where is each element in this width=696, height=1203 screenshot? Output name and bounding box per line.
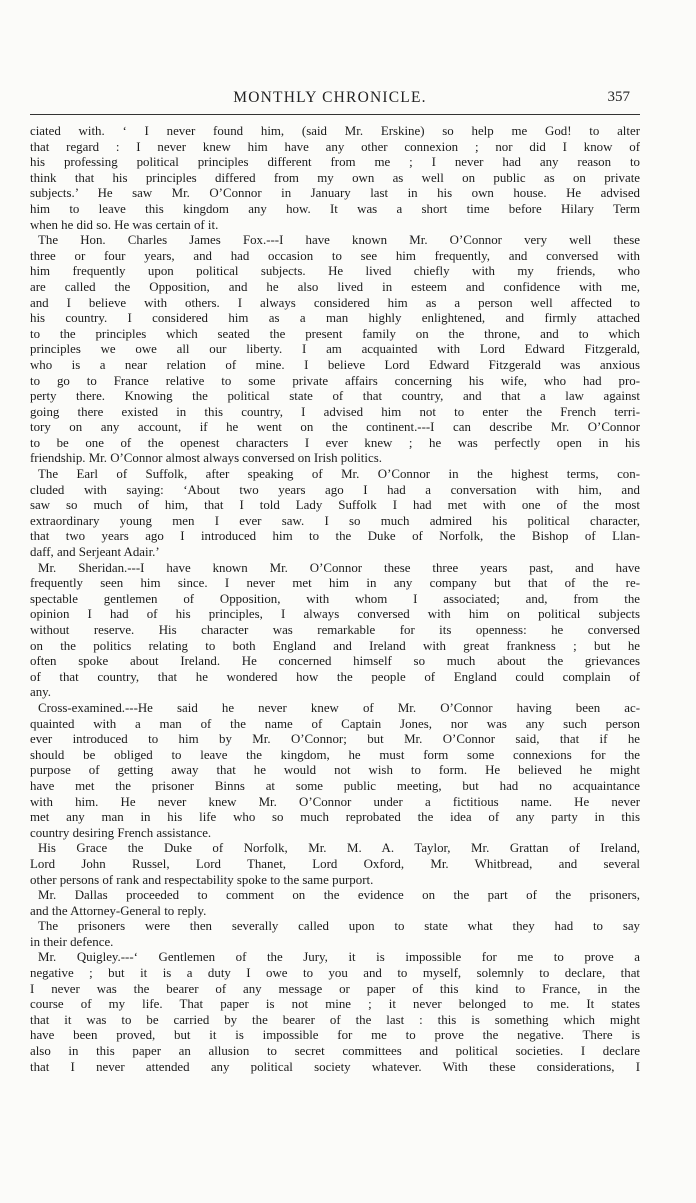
text-line: to go to France relative to some private affairs concerning his wife, who had pro- — [30, 373, 640, 388]
text-line: Mr. Sheridan.---I have known Mr. O’Connor these three years past, and have — [38, 560, 640, 575]
text-line: daff, and Serjeant Adair.’ — [30, 545, 160, 560]
text-line: without reserve. His character was remarkable for its openness: he conversed — [30, 623, 640, 637]
text-line: that I never attended any political society whatever. With these considerations, I — [30, 1059, 640, 1074]
text-line: ever introduced to him by Mr. O’Connor; but Mr. O’Connor said, that if he — [30, 732, 640, 747]
text-line: friendship. Mr. O’Connor almost always conversed on Irish politics. — [30, 451, 382, 466]
text-line: three or four years, and had occasion to see him frequently, and conversed with — [30, 248, 640, 263]
body-text — [30, 124, 640, 1075]
text-line: that two years ago I introduced him to the Duke of Norfolk, the Bishop of Llan- — [30, 529, 640, 544]
text-line: also in this paper an allusion to secret committees and political societies. I declare — [30, 1044, 640, 1059]
text-line: when he did so. He was certain of it. — [30, 217, 219, 232]
text-line: Cross-examined.---He said he never knew of Mr. O’Connor having been ac- — [38, 700, 640, 715]
text-line: ciated with. ‘ I never found him, (said Mr. Erskine) so help me God! to alter — [30, 124, 640, 138]
running-title: MONTHLY CHRONICLE. — [233, 89, 427, 106]
text-line: other persons of rank and respectability spoke to the same purport. — [30, 872, 374, 887]
text-line: saw so much of him, that I told Lady Suffolk I had met with one of the most — [30, 498, 640, 513]
text-line: spectable gentlemen of Opposition, with whom I associated; and, from the — [30, 591, 640, 606]
text-line: cluded with saying: ‘About two years ago I had a conversation with him, and — [30, 482, 640, 497]
text-line: principles we owe all our liberty. I am acquainted with Lord Edward Fitzgerald, — [30, 342, 640, 357]
text-line: extraordinary young men I ever saw. I so much admired his political character, — [30, 513, 640, 528]
text-line: have met the prisoner Binns at some public meeting, but had no acquaintance — [30, 778, 640, 793]
text-line: that it was to be carried by the bearer of the last : this is something which might — [30, 1012, 640, 1027]
text-line: opinion I had of his principles, I always conversed with him on political subjects — [30, 607, 640, 622]
page-number: 357 — [607, 89, 630, 105]
text-line: to the principles which seated the present family on the throne, and to which — [30, 326, 640, 341]
text-line: often spoke about Ireland. He concerned himself so much about the grievances — [30, 654, 640, 669]
text-line: with him. He never knew Mr. O’Connor under a fictitious name. He never — [30, 794, 640, 809]
text-line: him to leave this kingdom any how. It was a short time before Hilary Term — [30, 201, 640, 216]
text-line: his professing political principles different from me ; I never had any reason to — [30, 155, 640, 170]
text-line: that regard : I never knew him have any other connexion ; nor did I know of — [30, 139, 640, 154]
text-line: The Hon. Charles James Fox.---I have known Mr. O’Connor very well these — [38, 233, 640, 248]
text-line: of that country, that he wondered how the people of England could complain of — [30, 669, 640, 684]
text-line: The prisoners were then severally called upon to state what they had to say — [38, 919, 640, 934]
text-line: I never was the bearer of any message or paper of this kind to France, in the — [30, 981, 640, 996]
text-line: Lord John Russel, Lord Thanet, Lord Oxford, Mr. Whitbread, and several — [30, 856, 640, 871]
text-line: Mr. Dallas proceeded to comment on the evidence on the part of the prisoners, — [38, 888, 640, 903]
text-line: to be one of the openest characters I ever knew ; he was perfectly open in his — [30, 435, 640, 450]
text-line: perty there. Knowing the political state of that country, and that a law against — [30, 389, 640, 404]
text-line: Mr. Quigley.---‘ Gentlemen of the Jury, it is impossible for me to prove a — [38, 950, 640, 965]
text-line: course of my life. That paper is not mine ; it never belonged to me. It states — [30, 997, 640, 1012]
text-line: country desiring French assistance. — [30, 825, 212, 840]
text-line: think that his principles differed from my own as well on public as on private — [30, 170, 640, 185]
text-line: his country. I considered him as a man highly enlightened, and firmly attached — [30, 311, 640, 326]
text-line: him frequently upon political subjects. He lived chiefly with my friends, who — [30, 264, 640, 279]
text-line: who is a near relation of mine. I believe Lord Edward Fitzgerald was anxious — [30, 357, 640, 372]
text-line: quainted with a man of the name of Captain Jones, nor was any such person — [30, 716, 640, 731]
text-line: frequently seen him since. I never met him in any company but that of the re- — [30, 576, 640, 591]
text-line: have been proved, but it is impossible for me to prove the negative. There is — [30, 1028, 640, 1043]
text-line: negative ; but it is a duty I owe to you and to myself, solemnly to declare, that — [30, 966, 640, 981]
text-line: are called the Opposition, and he also lived in esteem and confidence with me, — [30, 279, 640, 294]
text-line: The Earl of Suffolk, after speaking of Mr. O’Connor in the highest terms, con- — [38, 467, 640, 482]
header-rule — [30, 114, 640, 115]
text-line: any. — [30, 685, 51, 700]
text-line: going there existed in this country, I advised him not to enter the French terri- — [30, 404, 640, 419]
text-line: should be obliged to leave the kingdom, he must form some connexions for the — [30, 747, 640, 762]
running-head — [70, 89, 630, 111]
text-line: purpose of getting away that he would not wish to form. He believed he might — [30, 763, 640, 778]
text-line: subjects.’ He saw Mr. O’Connor in January last in his own house. He advised — [30, 186, 640, 201]
text-line: in their defence. — [30, 934, 114, 949]
text-line: and I believe with others. I always considered him as a person well affected to — [30, 295, 640, 310]
text-line: and the Attorney-General to reply. — [30, 903, 207, 918]
text-line: met any man in his life who so much reprobated the idea of any party in this — [30, 810, 640, 825]
text-line: tory on any account, if he went on the continent.---I can describe Mr. O’Connor — [30, 420, 640, 435]
text-line: on the politics relating to both England and Ireland with great frankness ; but he — [30, 638, 640, 653]
text-line: His Grace the Duke of Norfolk, Mr. M. A. Taylor, Mr. Grattan of Ireland, — [38, 841, 640, 856]
